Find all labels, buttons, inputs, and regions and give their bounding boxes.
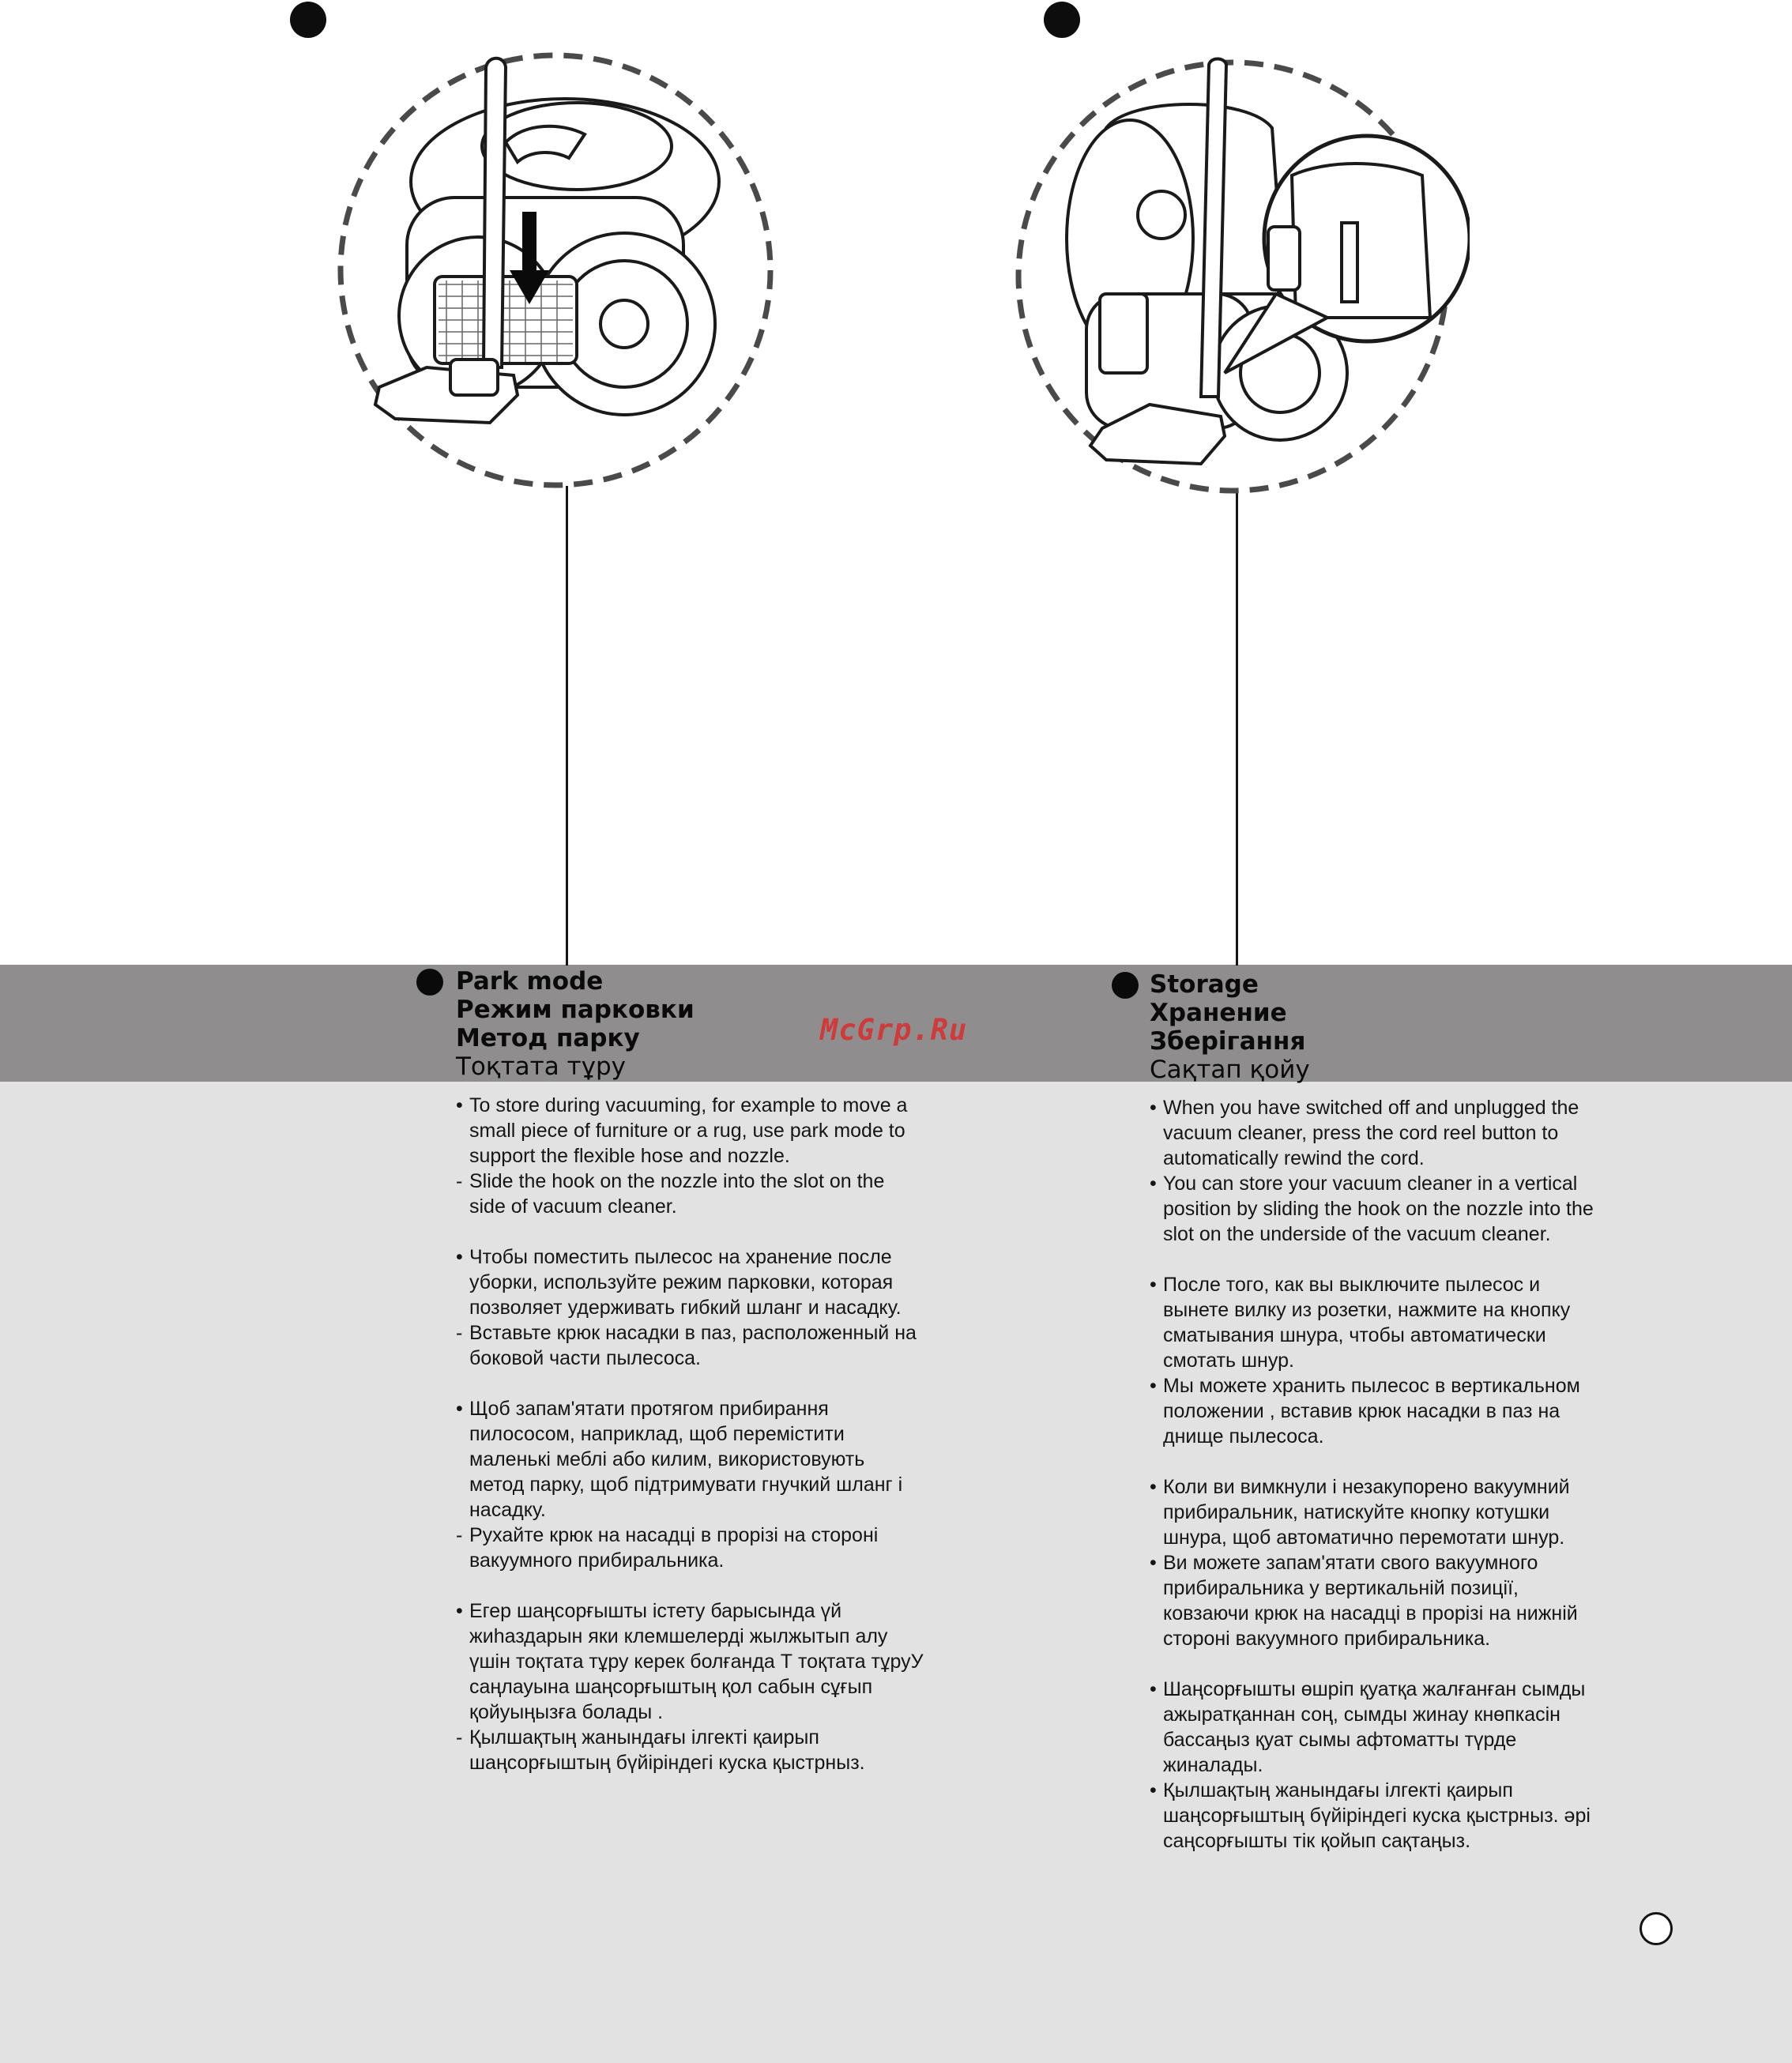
list-item-text: Slide the hook on the nozzle into the slot on the side of vacuum cleaner.	[469, 1170, 885, 1218]
step-marker-storage	[1044, 2, 1080, 38]
instruction-block-english	[1150, 1095, 1598, 1247]
list-marker: •	[1150, 1476, 1157, 1498]
title-line: Тоқтата тұру	[456, 1052, 627, 1081]
list-item-text: Қылшақтың жанындағы ілгекті қаирып шаңсорғыштың бүйіріндегі куска қыстрныз. әрі саңсорғышты тік қойып сақтаңыз.	[1163, 1779, 1591, 1852]
storage-instructions	[1150, 1095, 1598, 1879]
list-item	[456, 1093, 924, 1169]
list-marker: •	[456, 1398, 463, 1420]
list-marker: •	[456, 1246, 463, 1268]
section-bullet-storage	[1112, 972, 1139, 999]
list-item	[1150, 1677, 1598, 1778]
list-item	[456, 1523, 924, 1573]
title-line: Хранение	[1150, 999, 1287, 1027]
list-item	[1150, 1474, 1598, 1550]
list-item-text: Щоб запам'ятати протягом прибирання пилососом, наприклад, щоб перемістити маленькі меблі або килим, використовують метод парку, щоб підтримувати гнучкий шланг і насадку.	[469, 1398, 903, 1521]
list-item-text: Рухайте крюк на насадці в прорізі на стороні вакуумного прибиральника.	[469, 1524, 879, 1572]
list-marker: •	[1150, 1097, 1157, 1119]
list-marker: •	[1150, 1173, 1157, 1195]
park-mode-illustration	[332, 47, 790, 498]
list-marker: -	[456, 1170, 463, 1192]
list-item	[1150, 1272, 1598, 1373]
list-marker: -	[456, 1322, 463, 1344]
instruction-block-english	[456, 1093, 924, 1219]
park-mode-titles	[456, 967, 695, 1081]
title-line: Зберігання	[1150, 1027, 1306, 1056]
title-line: Park mode	[456, 967, 604, 996]
instruction-block-ukrainian	[1150, 1474, 1598, 1651]
list-item	[1150, 1171, 1598, 1247]
list-item	[456, 1396, 924, 1523]
list-item-text: Қылшақтың жанындағы ілгекті қаирып шаңсорғыштың бүйіріндегі куска қыстрныз.	[469, 1726, 865, 1774]
list-marker: •	[1150, 1678, 1157, 1700]
list-marker: •	[456, 1600, 463, 1622]
park-mode-instructions	[456, 1093, 924, 1801]
title-line: Метод парку	[456, 1024, 640, 1052]
title-line: Режим парковки	[456, 996, 695, 1024]
list-item-text: Ви можете запам'ятати свого вакуумного прибиральника у вертикальній позиції, ковзаючи крюк на насадці в прорізі на нижній стороні вакуумного прибиральника.	[1163, 1552, 1578, 1650]
page-number-circle	[1640, 1912, 1673, 1945]
storage-illustration	[1011, 57, 1470, 507]
list-item	[1150, 1373, 1598, 1449]
list-item	[456, 1244, 924, 1320]
list-marker: •	[456, 1094, 463, 1116]
list-item	[456, 1320, 924, 1371]
list-item-text: You can store your vacuum cleaner in a vertical position by sliding the hook on the nozzle into the slot on the underside of the vacuum cleaner.	[1163, 1173, 1594, 1245]
illustration-area	[0, 0, 1792, 965]
step-marker-park	[290, 2, 326, 38]
list-item	[1150, 1095, 1598, 1171]
list-item-text: Чтобы поместить пылесос на хранение после уборки, используйте режим парковки, которая позволяет удерживать гибкий шланг и насадку.	[469, 1246, 902, 1319]
leader-line-park	[566, 486, 568, 966]
list-marker: •	[1150, 1779, 1157, 1801]
list-marker: •	[1150, 1552, 1157, 1574]
instruction-block-kazakh	[1150, 1677, 1598, 1854]
title-line: Сақтап қойу	[1150, 1056, 1310, 1084]
storage-titles	[1150, 970, 1310, 1084]
instruction-block-russian	[1150, 1272, 1598, 1449]
list-item	[1150, 1550, 1598, 1651]
list-marker: -	[456, 1524, 463, 1546]
list-item-text: When you have switched off and unplugged the vacuum cleaner, press the cord reel button to automatically rewind the cord.	[1163, 1097, 1579, 1169]
leader-line-storage	[1236, 491, 1238, 966]
list-item-text: To store during vacuuming, for example to move a small piece of furniture or a rug, use park mode to support the flexible hose and nozzle.	[469, 1094, 908, 1167]
list-item-text: После того, как вы выключите пылесос и вынете вилку из розетки, нажмите на кнопку сматывания шнура, чтобы автоматически смотать шнур.	[1163, 1274, 1571, 1372]
list-item	[456, 1725, 924, 1775]
list-item-text: Шаңсорғышты өшріп қуатқа жалғанған сымды ажыратқаннан соң, сымды жинау кнөпкасін бассаңыз қуат сымы афтоматты түрде жиналады.	[1163, 1678, 1586, 1776]
list-item-text: Егер шаңсорғышты істету барысында үй жиһаздарын яки клемшелерді жылжытып алу үшін тоқтата тұру керек болғанда Т тоқтата тұруУ саңлауына шаңсорғыштың қол сабын сұғып қойуыңызға болады .	[469, 1600, 924, 1723]
list-item	[456, 1598, 924, 1725]
instruction-block-russian	[456, 1244, 924, 1371]
list-item-text: Вставьте крюк насадки в паз, расположенный на боковой части пылесоса.	[469, 1322, 917, 1369]
instruction-block-ukrainian	[456, 1396, 924, 1573]
list-item-text: Мы можете хранить пылесос в вертикальном положении , вставив крюк насадки в паз на днище пылесоса.	[1163, 1375, 1580, 1447]
list-item-text: Коли ви вимкнули і незакупорено вакуумний прибиральник, натискуйте кнопку котушки шнура, щоб автоматично перемотати шнур.	[1163, 1476, 1570, 1549]
section-bullet-park	[416, 969, 443, 996]
watermark: McGrp.Ru	[820, 1013, 968, 1047]
list-marker: -	[456, 1726, 463, 1749]
instruction-block-kazakh	[456, 1598, 924, 1775]
list-item	[456, 1169, 924, 1219]
title-line: Storage	[1150, 970, 1259, 999]
list-marker: •	[1150, 1274, 1157, 1296]
list-marker: •	[1150, 1375, 1157, 1397]
list-item	[1150, 1778, 1598, 1854]
